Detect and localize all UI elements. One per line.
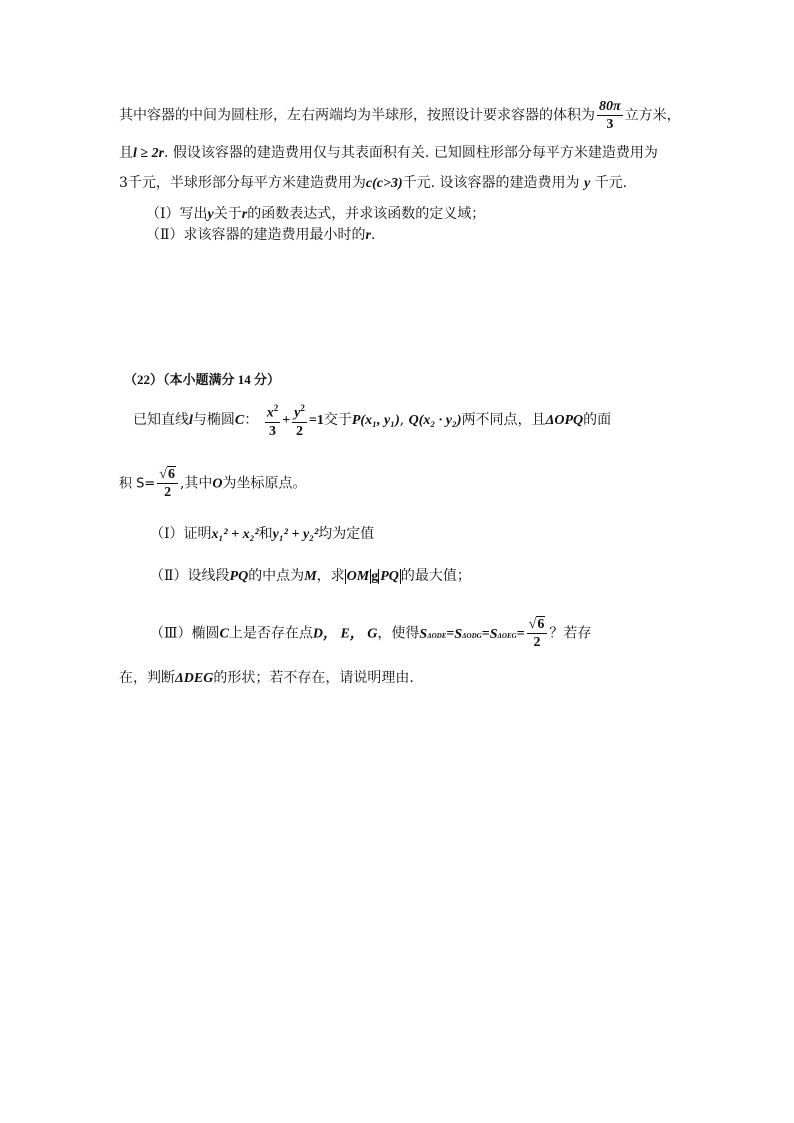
text: 两不同点，且 bbox=[461, 411, 546, 428]
var-M: M bbox=[304, 569, 317, 584]
segment-PQ: PQ bbox=[229, 569, 249, 584]
var-O: O bbox=[212, 476, 223, 492]
text: 在，判断 bbox=[119, 670, 175, 686]
abs-PQ: PQ bbox=[380, 569, 399, 584]
equals: = bbox=[516, 626, 525, 642]
p22-part-3-cont bbox=[119, 667, 414, 687]
var-x: x bbox=[266, 405, 274, 421]
text: ？若存 bbox=[549, 625, 592, 642]
numerator: $y^2$ bbox=[292, 400, 307, 423]
text: 关于 bbox=[213, 206, 242, 222]
text: 且 bbox=[119, 145, 133, 161]
sum-y-squares: y₁² + y₂² bbox=[272, 527, 319, 542]
S: S bbox=[454, 626, 463, 642]
text: 的函数表达式，并求该函数的定义域； bbox=[247, 206, 486, 222]
p21-line-2 bbox=[119, 142, 658, 162]
text: 立方米， bbox=[624, 107, 681, 124]
denominator: 3 bbox=[606, 117, 614, 132]
area-ODE bbox=[419, 627, 446, 642]
text: 已知直线 bbox=[133, 411, 189, 428]
denominator: 3 bbox=[268, 423, 276, 439]
numerator: 80π bbox=[599, 99, 621, 114]
S: S bbox=[419, 626, 428, 642]
triangle-DEG: ΔDEG bbox=[175, 671, 214, 686]
p22-line-1: 已知直线l与椭圆C： $\frac{x^2}{3}$ + $\frac{y^2}{2}$ =1交于P(x₁, y₁), Q(x₂ · y₂)两不同点，且ΔOPQ的面 bbox=[133, 400, 611, 440]
text: 的中点为 bbox=[248, 568, 305, 584]
text: 上是否存在点 bbox=[228, 625, 313, 642]
text: （Ⅲ）椭圆 bbox=[150, 625, 220, 642]
radicand: 6 bbox=[537, 617, 545, 632]
text: （Ⅱ）设线段 bbox=[150, 568, 230, 584]
x-fraction bbox=[265, 400, 281, 440]
text: 与椭圆 bbox=[192, 411, 235, 428]
text: . bbox=[370, 227, 376, 243]
var-y: y bbox=[294, 405, 301, 421]
text: 交于 bbox=[323, 411, 352, 428]
denominator: 2 bbox=[164, 485, 172, 500]
dot-op: g bbox=[371, 569, 379, 584]
equals-one: =1 bbox=[308, 412, 324, 428]
p21-line-3 bbox=[119, 172, 627, 192]
area-fraction bbox=[527, 616, 548, 651]
p21-question-1 bbox=[146, 203, 485, 223]
point-Q: Q(x₂ · y₂) bbox=[408, 412, 462, 428]
text: . 假设该容器的建造费用仅与其表面积有关. 已知圆柱形部分每平方米建造费用为 bbox=[164, 145, 658, 161]
S: S bbox=[489, 626, 498, 642]
area-ODG bbox=[454, 627, 481, 642]
text: 积 S= bbox=[119, 476, 156, 492]
var-r: r bbox=[241, 207, 248, 222]
area-OEG bbox=[490, 627, 517, 642]
subscript: ΔODG bbox=[462, 631, 482, 640]
radicand: 6 bbox=[167, 467, 175, 482]
triangle-OPQ: ΔOPQ bbox=[545, 412, 584, 428]
text: （Ⅱ）求该容器的建造费用最小时的 bbox=[146, 227, 366, 243]
text: 3千元，半球形部分每平方米建造费用为 bbox=[119, 175, 366, 191]
var-C: C bbox=[219, 626, 229, 642]
denominator: 2 bbox=[533, 635, 541, 650]
text: 均为定值 bbox=[318, 526, 375, 542]
text: ： bbox=[244, 411, 259, 428]
text: 其中容器的中间为圆柱形，左右两端均为半球形，按照设计要求容器的体积为 bbox=[119, 107, 595, 124]
heading-text: （22）（本小题满分 14 分） bbox=[124, 372, 281, 387]
text: ，使得 bbox=[377, 625, 420, 642]
abs-OM: OM bbox=[346, 569, 370, 584]
var-l: l bbox=[189, 412, 193, 428]
condition-formula: l ≥ 2r bbox=[133, 146, 165, 161]
text: 为坐标原点。 bbox=[222, 475, 307, 492]
sum-x-squares: x₁² + x₂² bbox=[211, 527, 259, 542]
y-fraction bbox=[292, 400, 307, 440]
text: 的面 bbox=[583, 411, 612, 428]
p22-part-2 bbox=[150, 565, 471, 585]
text: （Ⅰ）证明 bbox=[150, 526, 212, 542]
numerator: √6 bbox=[527, 616, 548, 634]
cost-formula: c(c>3) bbox=[365, 176, 403, 191]
denominator: 2 bbox=[296, 423, 304, 439]
text: 的形状；若不存在，请说明理由. bbox=[213, 670, 414, 686]
text: ，求 bbox=[316, 568, 345, 584]
text: 千元. 设该容器的建造费用为 bbox=[402, 175, 580, 191]
numerator: √6 bbox=[157, 466, 178, 484]
text: （Ⅰ）写出 bbox=[146, 206, 208, 222]
volume-fraction bbox=[597, 98, 623, 133]
p22-part-1 bbox=[150, 523, 374, 543]
text: 千元. bbox=[594, 175, 628, 191]
area-fraction bbox=[157, 466, 178, 501]
var-r: r bbox=[365, 228, 371, 243]
text: 和 bbox=[258, 526, 273, 542]
p21-line-1 bbox=[119, 98, 681, 133]
text: 的最大值； bbox=[400, 568, 471, 584]
var-y: y bbox=[207, 207, 214, 222]
numerator: $x^2$ bbox=[265, 400, 281, 423]
subscript: ΔOEG bbox=[497, 631, 517, 640]
var-y: y bbox=[584, 176, 591, 191]
p22-part-3: （Ⅲ）椭圆C上是否存在点D， E， G，使得SΔODE=SΔODG=SΔOEG= $\frac{√6}{2}$ ？若存 bbox=[150, 617, 592, 650]
var-C: C bbox=[234, 412, 245, 428]
subscript: ΔODE bbox=[427, 631, 447, 640]
points-DEG: D， E， G bbox=[312, 626, 378, 642]
text: ,其中 bbox=[179, 475, 213, 492]
p22-line-2 bbox=[119, 466, 307, 501]
p21-question-2 bbox=[146, 224, 375, 244]
p22-heading bbox=[124, 369, 280, 388]
point-P: P(x₁, y₁) bbox=[351, 412, 400, 428]
